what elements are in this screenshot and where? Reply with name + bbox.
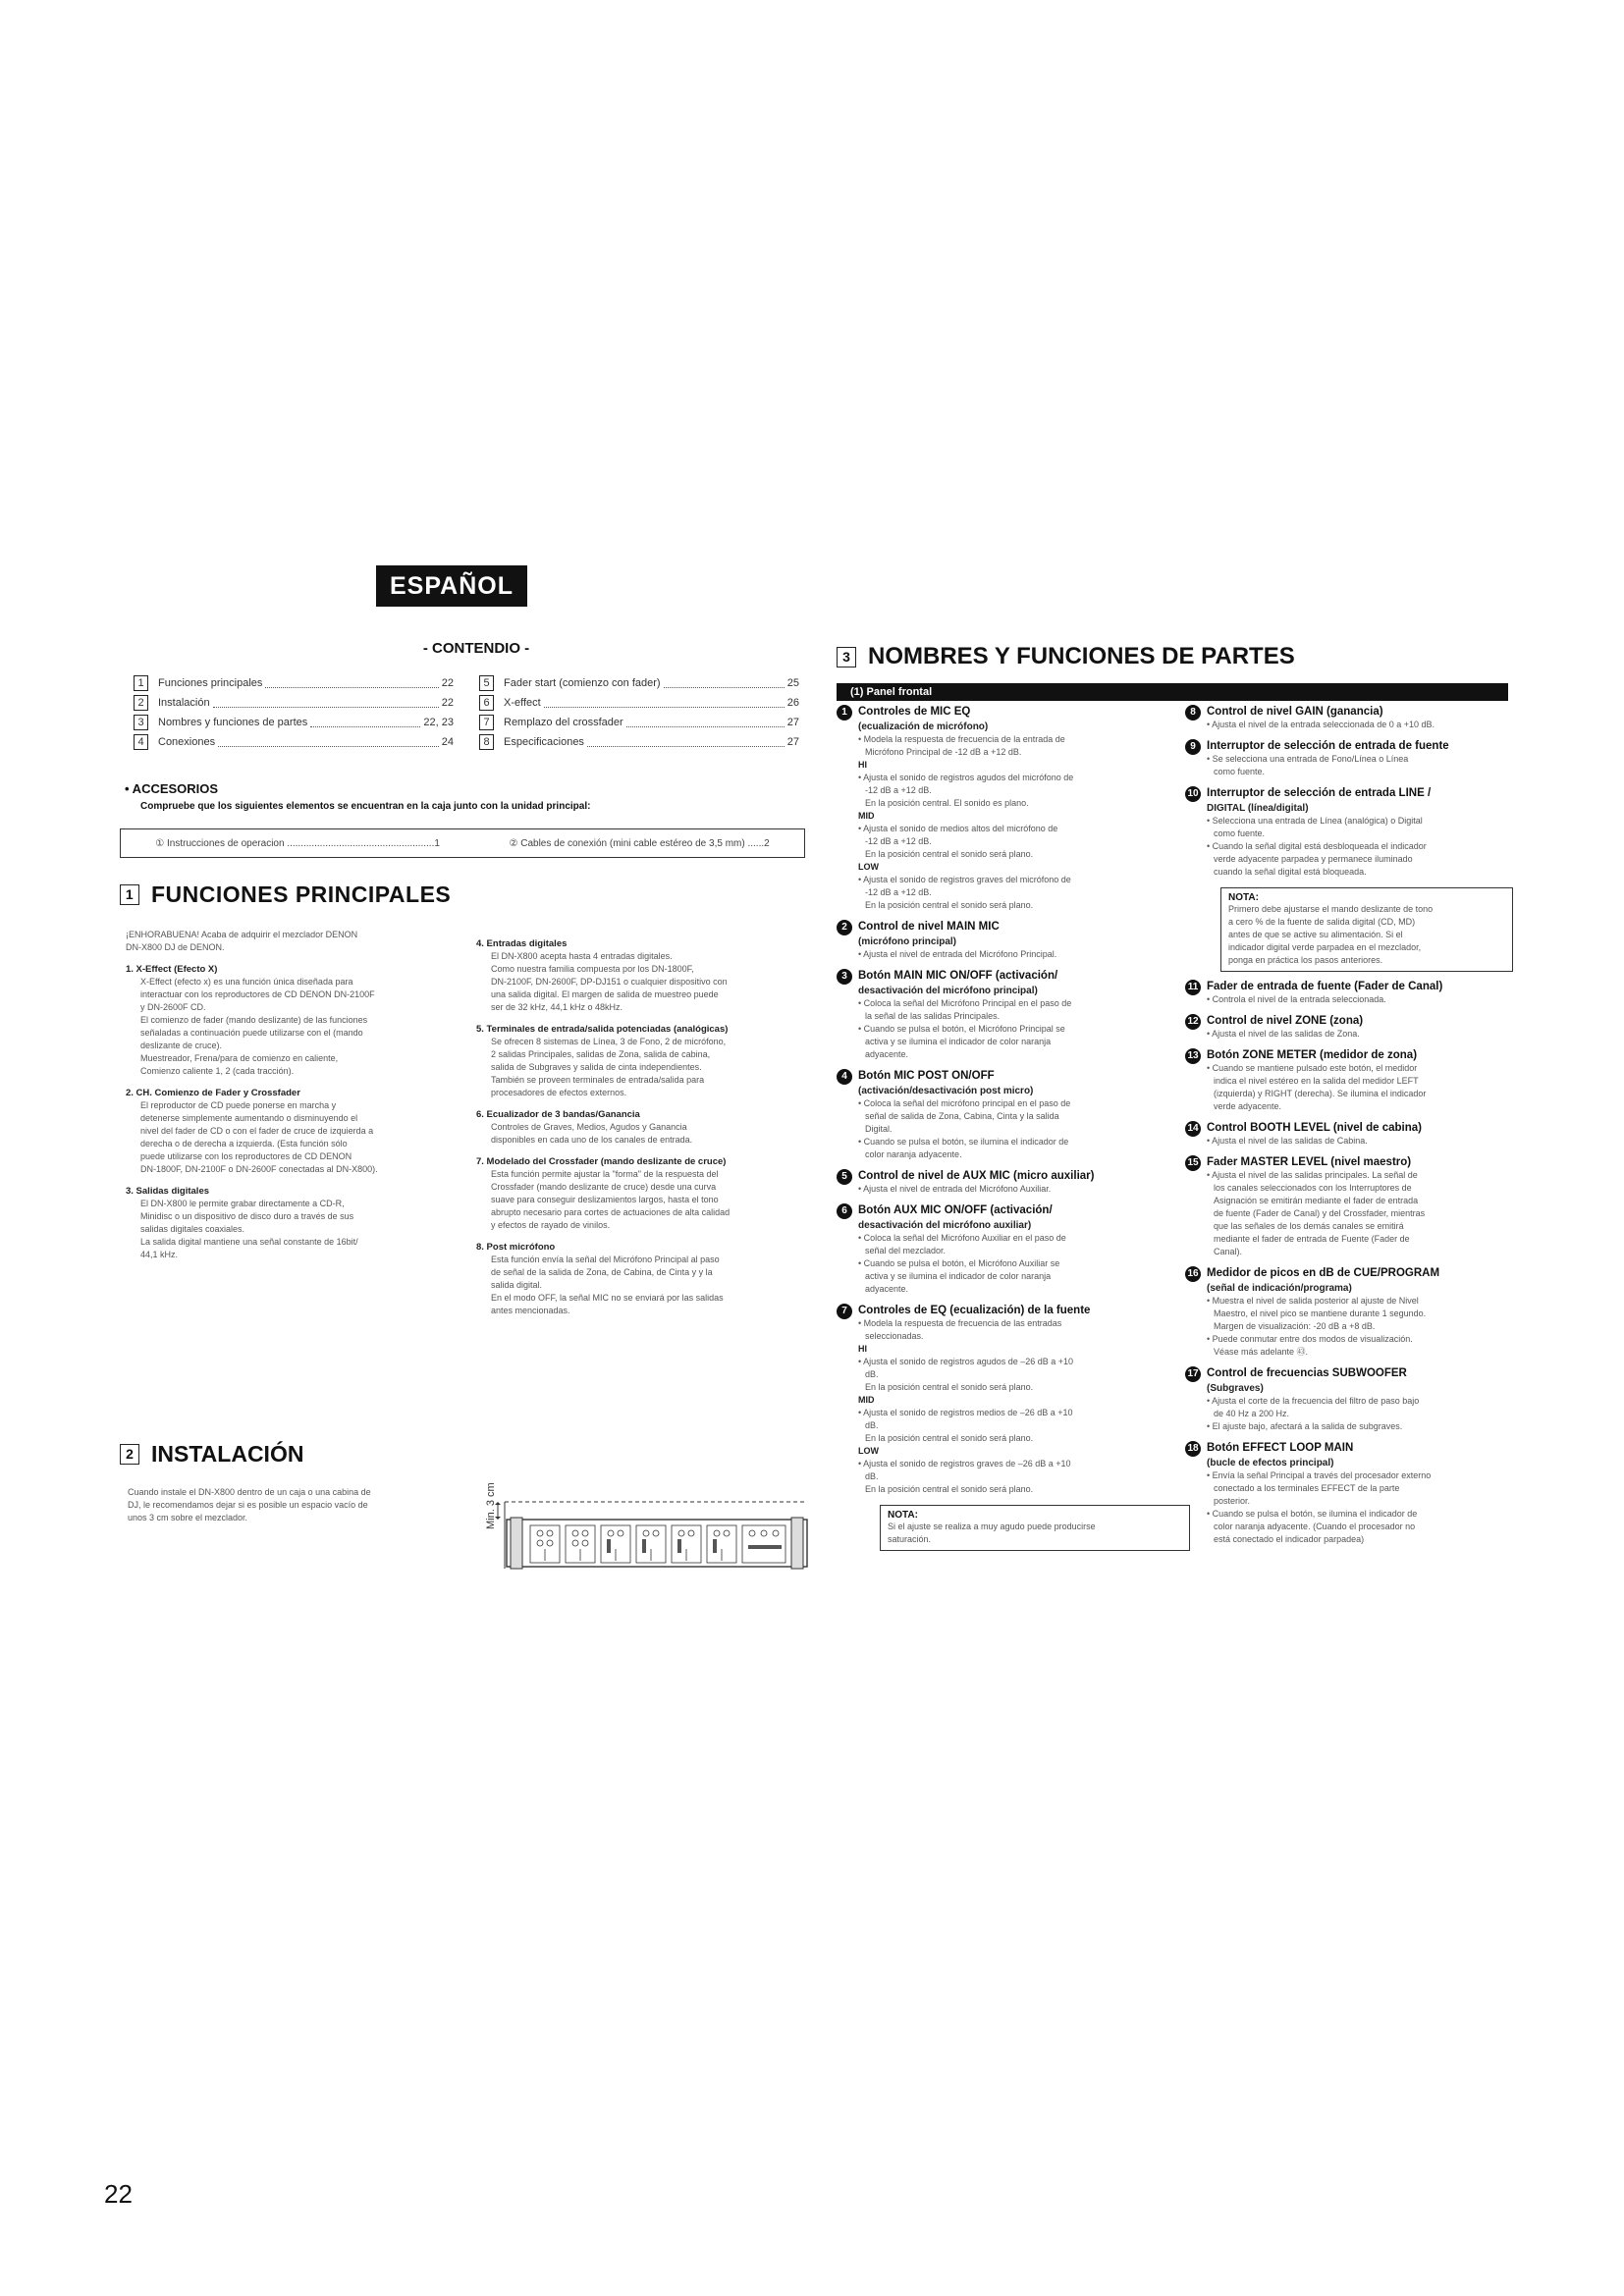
feature-line: DN-2100F, DN-2600F, DP-DJ151 o cualquier dispositivo con bbox=[491, 977, 728, 987]
section-heading bbox=[120, 1441, 303, 1468]
part-number: 16 bbox=[1185, 1266, 1201, 1282]
part-line: color naranja adyacente. (Cuando el procesador no bbox=[1214, 1522, 1416, 1531]
toc-number: 3 bbox=[134, 715, 148, 730]
part-line: En la posición central el sonido será plano. bbox=[865, 1382, 1034, 1392]
note-line: a cero % de la fuente de salida digital (CD, MD) bbox=[1228, 917, 1416, 927]
toc-row bbox=[479, 673, 799, 693]
part-item bbox=[1185, 981, 1509, 1006]
part-text bbox=[1207, 1156, 1425, 1258]
part-number: 18 bbox=[1185, 1441, 1201, 1457]
feature-line: Se ofrecen 8 sistemas de Línea, 3 de Fono, 2 de micrófono, bbox=[491, 1037, 727, 1046]
part-line: cuando la señal digital está bloqueada. bbox=[1214, 867, 1367, 877]
accessories-subtitle: Compruebe que los siguientes elementos se encuentran en la caja junto con la unidad principal: bbox=[140, 801, 591, 812]
feature-line: El DN-X800 acepta hasta 4 entradas digitales. bbox=[491, 951, 673, 961]
part-title: Medidor de picos en dB de CUE/PROGRAM bbox=[1207, 1267, 1440, 1279]
section-number: 2 bbox=[120, 1444, 139, 1465]
part-line: • Ajusta el sonido de medios altos del micrófono de bbox=[858, 824, 1058, 833]
part-subtitle: (señal de indicación/programa) bbox=[1207, 1283, 1352, 1294]
accessories-box bbox=[120, 828, 805, 858]
part-line: de fuente (Fader de Canal) y del Crossfader, mientras bbox=[1214, 1208, 1426, 1218]
part-number: 2 bbox=[837, 920, 852, 935]
feature-line: procesadores de efectos externos. bbox=[491, 1088, 627, 1097]
feature-line: Muestreador, Frena/para de comienzo en caliente, bbox=[140, 1053, 339, 1063]
part-number: 13 bbox=[1185, 1048, 1201, 1064]
part-line: • Ajusta el nivel de las salidas de Zona. bbox=[1207, 1029, 1360, 1039]
feature-line: disponibles en cada uno de los canales de entrada. bbox=[491, 1135, 693, 1145]
feature-line: salida digital. bbox=[491, 1280, 543, 1290]
feature-heading: 8. Post micrófono bbox=[476, 1242, 556, 1253]
feature-line: Comienzo caliente 1, 2 (cada tracción). bbox=[140, 1066, 295, 1076]
toc-leader bbox=[626, 719, 785, 727]
part-line: • Cuando se pulsa el botón, el Micrófono Auxiliar se bbox=[858, 1258, 1060, 1268]
section-number: 1 bbox=[120, 884, 139, 905]
part-line: LOW bbox=[858, 1446, 879, 1456]
part-title: Interruptor de selección de entrada LINE / bbox=[1207, 787, 1432, 799]
part-line: adyacente. bbox=[865, 1049, 909, 1059]
part-item bbox=[837, 1204, 1163, 1296]
feature-heading: 7. Modelado del Crossfader (mando deslizante de cruce) bbox=[476, 1156, 727, 1167]
part-item bbox=[1185, 1156, 1509, 1258]
feature-line: detenerse simplemente aumentando o disminuyendo el bbox=[140, 1113, 358, 1123]
feature-line: salidas digitales coaxiales. bbox=[140, 1224, 245, 1234]
install-line: DJ, le recomendamos dejar si es posible un espacio vacío de bbox=[128, 1500, 368, 1510]
part-line: • Ajusta el sonido de registros graves de –26 dB a +10 bbox=[858, 1459, 1071, 1468]
feature-line: La salida digital mantiene una señal constante de 16bit/ bbox=[140, 1237, 358, 1247]
toc-leader bbox=[265, 679, 438, 688]
part-number: 8 bbox=[1185, 705, 1201, 721]
toc-label: Fader start (comienzo con fader) bbox=[504, 677, 661, 689]
part-subtitle: desactivación del micrófono auxiliar) bbox=[858, 1220, 1032, 1231]
toc-leader bbox=[664, 679, 785, 688]
feature-line: Controles de Graves, Medios, Agudos y Ganancia bbox=[491, 1122, 687, 1132]
accessory-item: ① Instrucciones de operacion ......................................................1 bbox=[155, 837, 440, 849]
note-line: ponga en práctica los pasos anteriores. bbox=[1228, 955, 1383, 965]
note-line: saturación. bbox=[888, 1534, 932, 1544]
feature-line: puede utilizarse con los reproductores de CD DENON bbox=[140, 1151, 352, 1161]
toc-page: 24 bbox=[441, 736, 454, 748]
feature-line: abrupto necesario para cortes de actuaciones de alta calidad bbox=[491, 1207, 731, 1217]
toc-leader bbox=[544, 699, 785, 708]
part-line: • Ajusta el sonido de registros graves del micrófono de bbox=[858, 875, 1071, 884]
language-tab: ESPAÑOL bbox=[376, 565, 527, 607]
part-title: Botón MIC POST ON/OFF bbox=[858, 1070, 995, 1082]
part-line: activa y se ilumina el indicador de color naranja bbox=[865, 1037, 1052, 1046]
note-line: Si el ajuste se realiza a muy agudo puede producirse bbox=[888, 1522, 1096, 1531]
figure-label: Min. 3 cm bbox=[485, 1482, 497, 1529]
feature-line: 44,1 kHz. bbox=[140, 1250, 179, 1259]
toc-row bbox=[134, 713, 454, 732]
install-line: Cuando instale el DN-X800 dentro de un caja o una cabina de bbox=[128, 1487, 371, 1497]
part-subtitle: (Subgraves) bbox=[1207, 1383, 1264, 1394]
parts-left-column bbox=[837, 697, 1163, 1551]
panel-bar: (1) Panel frontal bbox=[837, 683, 1508, 701]
part-number: 1 bbox=[837, 705, 852, 721]
part-line: señal de salida de Zona, Cabina, Cinta y la salida bbox=[865, 1111, 1059, 1121]
part-line: • Modela la respuesta de frecuencia de las entradas bbox=[858, 1318, 1062, 1328]
part-item bbox=[837, 1170, 1163, 1196]
part-number: 12 bbox=[1185, 1014, 1201, 1030]
part-line: • Ajusta el nivel de las salidas principales. La señal de bbox=[1207, 1170, 1418, 1180]
feature-line: y DN-2600F CD. bbox=[140, 1002, 206, 1012]
part-line: • Ajusta el sonido de registros agudos del micrófono de bbox=[858, 773, 1074, 782]
part-text bbox=[1207, 787, 1431, 879]
feature-line: de señal de la salida de Zona, de Cabina, de Cinta y y la bbox=[491, 1267, 713, 1277]
feature-heading: 1. X-Effect (Efecto X) bbox=[126, 964, 218, 975]
note-line: indicador digital verde parpadea en el mezclador, bbox=[1228, 942, 1422, 952]
part-item bbox=[1185, 1049, 1509, 1113]
part-line: señal del mezclador. bbox=[865, 1246, 947, 1255]
part-line: • Controla el nivel de la entrada seleccionada. bbox=[1207, 994, 1386, 1004]
feature-line: DN-1800F, DN-2100F o DN-2600F conectadas al DN-X800). bbox=[140, 1164, 378, 1174]
part-number: 5 bbox=[837, 1169, 852, 1185]
intro-line: DN-X800 DJ de DENON. bbox=[126, 942, 225, 952]
feature-heading: 2. CH. Comienzo de Fader y Crossfader bbox=[126, 1088, 300, 1098]
feature-line: antes mencionadas. bbox=[491, 1306, 570, 1315]
part-title: Control de nivel MAIN MIC bbox=[858, 921, 1000, 933]
feature-line: En el modo OFF, la señal MIC no se enviará por las salidas bbox=[491, 1293, 724, 1303]
feature-line: El comienzo de fader (mando deslizante) de las funciones bbox=[140, 1015, 368, 1025]
intro-line: ¡ENHORABUENA! Acaba de adquirir el mezclador DENON bbox=[126, 930, 358, 939]
feature-line: nivel del fader de CD o con el fader de cruce de izquierda a bbox=[140, 1126, 374, 1136]
toc-page: 22, 23 bbox=[423, 717, 454, 728]
part-line: En la posición central el sonido será plano. bbox=[865, 1484, 1034, 1494]
toc-label: Instalación bbox=[158, 697, 210, 709]
accessory-item: ② Cables de conexión (mini cable estéreo de 3,5 mm) ......2 bbox=[509, 837, 770, 849]
toc-label: Nombres y funciones de partes bbox=[158, 717, 308, 728]
section-title: FUNCIONES PRINCIPALES bbox=[151, 881, 452, 907]
toc-number: 5 bbox=[479, 675, 494, 691]
part-line: posterior. bbox=[1214, 1496, 1251, 1506]
toc-label: Funciones principales bbox=[158, 677, 263, 689]
part-title: Botón EFFECT LOOP MAIN bbox=[1207, 1442, 1354, 1454]
feature-line: 2 salidas Principales, salidas de Zona, salida de cabina, bbox=[491, 1049, 711, 1059]
note-title: NOTA: bbox=[888, 1510, 918, 1521]
feature-line: suave para conseguir deslizamientos largos, hasta el tono bbox=[491, 1195, 719, 1204]
part-line: En la posición central. El sonido es plano. bbox=[865, 798, 1029, 808]
part-line: • Selecciona una entrada de Línea (analógica) o Digital bbox=[1207, 816, 1423, 826]
part-line: -12 dB a +12 dB. bbox=[865, 887, 932, 897]
part-line: • Se selecciona una entrada de Fono/Línea o Línea bbox=[1207, 754, 1409, 764]
feature-line: Como nuestra familia compuesta por los DN-1800F, bbox=[491, 964, 694, 974]
part-line: En la posición central el sonido será plano. bbox=[865, 1433, 1034, 1443]
part-text bbox=[1207, 1442, 1431, 1546]
toc-label: Especificaciones bbox=[504, 736, 584, 748]
part-line: está conectado el indicador parpadea) bbox=[1214, 1534, 1365, 1544]
section-title: INSTALACIÓN bbox=[151, 1441, 304, 1467]
part-line: Canal). bbox=[1214, 1247, 1243, 1256]
part-text bbox=[858, 1170, 1094, 1196]
part-text bbox=[1207, 1122, 1422, 1148]
part-line: • Ajusta el corte de la frecuencia del filtro de paso bajo bbox=[1207, 1396, 1420, 1406]
part-line: • Cuando la señal digital está desbloqueada el indicador bbox=[1207, 841, 1427, 851]
toc-page: 22 bbox=[441, 677, 454, 689]
part-line: • Modela la respuesta de frecuencia de la entrada de bbox=[858, 734, 1065, 744]
feature-line: El DN-X800 le permite grabar directamente a CD-R, bbox=[140, 1199, 345, 1208]
feature-heading: 5. Terminales de entrada/salida potenciadas (analógicas) bbox=[476, 1024, 729, 1035]
part-item bbox=[1185, 1122, 1509, 1148]
section-title: NOMBRES Y FUNCIONES DE PARTES bbox=[868, 643, 1295, 669]
toc-number: 2 bbox=[134, 695, 148, 711]
part-line: verde adyacente. bbox=[1214, 1101, 1282, 1111]
part-line: • Cuando se mantiene pulsado este botón, el medidor bbox=[1207, 1063, 1418, 1073]
part-text bbox=[1207, 1267, 1439, 1359]
part-title: Fader MASTER LEVEL (nivel maestro) bbox=[1207, 1156, 1412, 1168]
part-item bbox=[1185, 1367, 1509, 1433]
feature-line: interactuar con los reproductores de CD DENON DN-2100F bbox=[140, 989, 375, 999]
install-line: unos 3 cm sobre el mezclador. bbox=[128, 1513, 248, 1522]
part-item bbox=[837, 1070, 1163, 1161]
toc-row bbox=[479, 713, 799, 732]
toc-leader bbox=[587, 738, 785, 747]
section1-right-column bbox=[476, 929, 800, 1317]
feature-heading: 3. Salidas digitales bbox=[126, 1186, 210, 1197]
part-number: 4 bbox=[837, 1069, 852, 1085]
part-line: • Envía la señal Principal a través del procesador externo bbox=[1207, 1470, 1432, 1480]
toc-number: 7 bbox=[479, 715, 494, 730]
part-line: • El ajuste bajo, afectará a la salida de subgraves. bbox=[1207, 1421, 1403, 1431]
part-line: Digital. bbox=[865, 1124, 893, 1134]
part-line: de 40 Hz a 200 Hz. bbox=[1214, 1409, 1290, 1418]
feature-heading: 4. Entradas digitales bbox=[476, 938, 568, 949]
feature-line: Minidisc o un dispositivo de disco duro a través de sus bbox=[140, 1211, 354, 1221]
part-number: 17 bbox=[1185, 1366, 1201, 1382]
part-text bbox=[1207, 706, 1435, 731]
part-line: dB. bbox=[865, 1471, 879, 1481]
part-item bbox=[1185, 1442, 1509, 1546]
part-line: dB. bbox=[865, 1420, 879, 1430]
part-number: 11 bbox=[1185, 980, 1201, 995]
part-line: Asignación se emitirán mediante el fader de entrada bbox=[1214, 1196, 1419, 1205]
part-line: -12 dB a +12 dB. bbox=[865, 785, 932, 795]
part-text bbox=[1207, 981, 1442, 1006]
toc-left bbox=[134, 673, 454, 752]
part-line: los canales seleccionados con los Interruptores de bbox=[1214, 1183, 1412, 1193]
feature-line: deslizante de cruce). bbox=[140, 1041, 223, 1050]
part-line: conectado a los terminales EFFECT de la parte bbox=[1214, 1483, 1400, 1493]
part-line: dB. bbox=[865, 1369, 879, 1379]
part-line: • Ajusta el nivel de entrada del Micrófono Principal. bbox=[858, 949, 1057, 959]
part-subtitle: (activación/desactivación post micro) bbox=[858, 1086, 1034, 1096]
part-item bbox=[837, 921, 1163, 961]
part-text bbox=[858, 1305, 1090, 1496]
feature-line: y efectos de rayado de vinilos. bbox=[491, 1220, 611, 1230]
toc-label: Conexiones bbox=[158, 736, 216, 748]
section1-left-column bbox=[126, 929, 460, 1261]
part-number: 7 bbox=[837, 1304, 852, 1319]
toc-leader bbox=[218, 738, 439, 747]
feature-line: una salida digital. El margen de salida de muestreo puede bbox=[491, 989, 719, 999]
part-title: Interruptor de selección de entrada de fuente bbox=[1207, 740, 1449, 752]
section-number: 3 bbox=[837, 647, 856, 667]
toc-row bbox=[479, 693, 799, 713]
part-line: verde adyacente parpadea y permanece iluminado bbox=[1214, 854, 1413, 864]
part-item bbox=[1185, 1015, 1509, 1041]
part-line: Véase más adelante ㊸. bbox=[1214, 1347, 1309, 1357]
part-line: Micrófono Principal de -12 dB a +12 dB. bbox=[865, 747, 1022, 757]
note-title: NOTA: bbox=[1228, 892, 1259, 903]
part-text bbox=[1207, 1367, 1419, 1433]
section-heading bbox=[120, 881, 451, 908]
parts-right-column bbox=[1185, 697, 1509, 1546]
mixer-installation-figure bbox=[491, 1500, 811, 1571]
toc-page: 27 bbox=[786, 717, 799, 728]
part-subtitle: (bucle de efectos principal) bbox=[1207, 1458, 1334, 1468]
part-title: Control BOOTH LEVEL (nivel de cabina) bbox=[1207, 1122, 1422, 1134]
feature-line: señaladas a continuación puede utilizarse con el (mando bbox=[140, 1028, 363, 1038]
part-subtitle: (ecualización de micrófono) bbox=[858, 721, 989, 732]
section-heading bbox=[837, 643, 1295, 670]
part-line: • Ajusta el nivel de la entrada seleccionada de 0 a +10 dB. bbox=[1207, 720, 1435, 729]
part-line: Margen de visualización: -20 dB a +8 dB. bbox=[1214, 1321, 1376, 1331]
part-number: 9 bbox=[1185, 739, 1201, 755]
part-title: Fader de entrada de fuente (Fader de Canal) bbox=[1207, 981, 1443, 992]
toc-page: 26 bbox=[786, 697, 799, 709]
part-title: Control de nivel GAIN (ganancia) bbox=[1207, 706, 1383, 718]
part-title: Controles de EQ (ecualización) de la fuente bbox=[858, 1305, 1091, 1316]
toc-leader bbox=[310, 719, 420, 727]
part-item bbox=[837, 706, 1163, 912]
part-line: como fuente. bbox=[1214, 767, 1266, 776]
toc-row bbox=[134, 732, 454, 752]
part-text bbox=[858, 1070, 1070, 1161]
feature-line: derecha o de derecha a izquierda. (Esta función sólo bbox=[140, 1139, 348, 1148]
part-number: 14 bbox=[1185, 1121, 1201, 1137]
part-title: Controles de MIC EQ bbox=[858, 706, 971, 718]
feature-line: ser de 32 kHz, 44,1 kHz o 48kHz. bbox=[491, 1002, 623, 1012]
part-text bbox=[858, 1204, 1066, 1296]
section2-body bbox=[128, 1486, 461, 1524]
part-line: adyacente. bbox=[865, 1284, 909, 1294]
page-number: 22 bbox=[104, 2179, 133, 2209]
toc-label: Remplazo del crossfader bbox=[504, 717, 623, 728]
note-box bbox=[880, 1505, 1190, 1551]
note-line: antes de que se active su alimentación. Si el bbox=[1228, 930, 1403, 939]
part-text bbox=[1207, 1015, 1363, 1041]
part-title: Botón AUX MIC ON/OFF (activación/ bbox=[858, 1204, 1053, 1216]
part-subtitle: desactivación del micrófono principal) bbox=[858, 986, 1038, 996]
feature-line: X-Effect (efecto x) es una función única diseñada para bbox=[140, 977, 353, 987]
toc-row bbox=[134, 693, 454, 713]
accessories-title: • ACCESORIOS bbox=[125, 781, 219, 796]
part-line: activa y se ilumina el indicador de color naranja bbox=[865, 1271, 1052, 1281]
part-number: 15 bbox=[1185, 1155, 1201, 1171]
toc-number: 8 bbox=[479, 734, 494, 750]
part-text bbox=[858, 970, 1071, 1061]
toc-leader bbox=[213, 699, 439, 708]
feature-line: El reproductor de CD puede ponerse en marcha y bbox=[140, 1100, 337, 1110]
part-line: HI bbox=[858, 760, 867, 770]
part-title: Control de nivel de AUX MIC (micro auxiliar) bbox=[858, 1170, 1095, 1182]
part-line: • Coloca la señal del Micrófono Auxiliar en el paso de bbox=[858, 1233, 1066, 1243]
part-title: Botón ZONE METER (medidor de zona) bbox=[1207, 1049, 1418, 1061]
part-title: Control de frecuencias SUBWOOFER bbox=[1207, 1367, 1407, 1379]
toc-label: X-effect bbox=[504, 697, 541, 709]
part-line: mediante el fader de entrada de Fuente (Fader de bbox=[1214, 1234, 1410, 1244]
part-item bbox=[1185, 1267, 1509, 1359]
part-line: MID bbox=[858, 1395, 875, 1405]
part-line: • Muestra el nivel de salida posterior al ajuste de Nivel bbox=[1207, 1296, 1419, 1306]
part-line: (izquierda) y RIGHT (derecha). Se ilumina el indicador bbox=[1214, 1089, 1427, 1098]
toc-right bbox=[479, 673, 799, 752]
note-box bbox=[1220, 887, 1513, 972]
part-title: Control de nivel ZONE (zona) bbox=[1207, 1015, 1364, 1027]
part-text bbox=[1207, 740, 1449, 778]
part-subtitle: DIGITAL (línea/digital) bbox=[1207, 803, 1309, 814]
part-number: 3 bbox=[837, 969, 852, 985]
part-line: indica el nivel estéreo en la salida del medidor LEFT bbox=[1214, 1076, 1419, 1086]
feature-line: Esta función permite ajustar la "forma" de la respuesta del bbox=[491, 1169, 719, 1179]
toc-number: 6 bbox=[479, 695, 494, 711]
part-text bbox=[858, 706, 1073, 912]
toc-title: - CONTENDIO - bbox=[422, 640, 530, 657]
part-line: color naranja adyacente. bbox=[865, 1149, 962, 1159]
part-line: • Ajusta el nivel de las salidas de Cabina. bbox=[1207, 1136, 1368, 1146]
toc-page: 25 bbox=[786, 677, 799, 689]
toc-number: 4 bbox=[134, 734, 148, 750]
toc-page: 27 bbox=[786, 736, 799, 748]
toc-page: 22 bbox=[441, 697, 454, 709]
note-line: Primero debe ajustarse el mando deslizante de tono bbox=[1228, 904, 1434, 914]
part-text bbox=[1207, 1049, 1426, 1113]
feature-line: También se proveen terminales de entrada/salida para bbox=[491, 1075, 705, 1085]
part-line: • Cuando se pulsa el botón, se ilumina el indicador de bbox=[858, 1137, 1069, 1147]
part-text bbox=[858, 921, 1056, 961]
part-item bbox=[1185, 787, 1509, 879]
part-line: • Cuando se pulsa el botón, se ilumina el indicador de bbox=[1207, 1509, 1418, 1519]
part-line: • Coloca la señal del Micrófono Principal en el paso de bbox=[858, 998, 1072, 1008]
part-line: En la posición central el sonido será plano. bbox=[865, 849, 1034, 859]
feature-heading: 6. Ecualizador de 3 bandas/Ganancia bbox=[476, 1109, 640, 1120]
feature-line: Crossfader (mando deslizante de cruce) desde una curva bbox=[491, 1182, 717, 1192]
part-item bbox=[837, 970, 1163, 1061]
part-line: HI bbox=[858, 1344, 867, 1354]
part-item bbox=[837, 1305, 1163, 1496]
part-line: que las señales de los demás canales se emitirá bbox=[1214, 1221, 1404, 1231]
toc-row bbox=[134, 673, 454, 693]
part-line: • Ajusta el nivel de entrada del Micrófono Auxiliar. bbox=[858, 1184, 1052, 1194]
part-line: • Coloca la señal del micrófono principal en el paso de bbox=[858, 1098, 1071, 1108]
part-line: -12 dB a +12 dB. bbox=[865, 836, 932, 846]
feature-line: salida de Subgraves y salida de cinta independientes. bbox=[491, 1062, 702, 1072]
part-line: En la posición central el sonido será plano. bbox=[865, 900, 1034, 910]
toc-number: 1 bbox=[134, 675, 148, 691]
part-line: seleccionadas. bbox=[865, 1331, 924, 1341]
part-line: • Ajusta el sonido de registros medios de –26 dB a +10 bbox=[858, 1408, 1073, 1417]
part-item bbox=[1185, 740, 1509, 778]
part-line: • Cuando se pulsa el botón, el Micrófono Principal se bbox=[858, 1024, 1065, 1034]
part-item bbox=[1185, 706, 1509, 731]
part-number: 6 bbox=[837, 1203, 852, 1219]
part-line: como fuente. bbox=[1214, 828, 1266, 838]
part-line: LOW bbox=[858, 862, 879, 872]
part-line: • Ajusta el sonido de registros agudos de –26 dB a +10 bbox=[858, 1357, 1074, 1366]
feature-line: Esta función envía la señal del Micrófono Principal al paso bbox=[491, 1255, 720, 1264]
part-subtitle: (micrófono principal) bbox=[858, 936, 956, 947]
toc-row bbox=[479, 732, 799, 752]
part-line: MID bbox=[858, 811, 875, 821]
part-line: Maestro, el nivel pico se mantiene durante 1 segundo. bbox=[1214, 1308, 1427, 1318]
part-number: 10 bbox=[1185, 786, 1201, 802]
part-line: la señal de las salidas Principales. bbox=[865, 1011, 1001, 1021]
part-line: • Puede conmutar entre dos modos de visualización. bbox=[1207, 1334, 1413, 1344]
part-title: Botón MAIN MIC ON/OFF (activación/ bbox=[858, 970, 1058, 982]
